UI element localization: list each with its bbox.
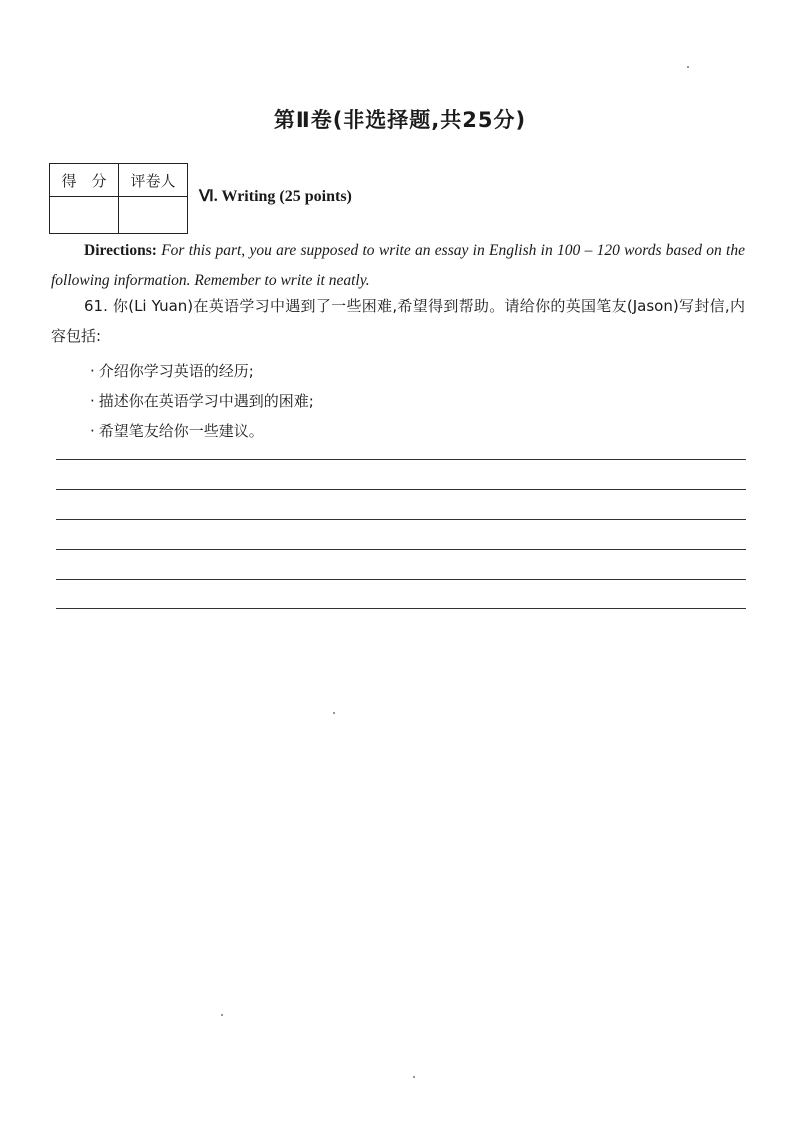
answer-line[interactable]: [56, 549, 746, 550]
section-numeral: Ⅵ.: [199, 188, 218, 205]
scan-speck: [221, 1014, 223, 1016]
answer-line[interactable]: [56, 608, 746, 609]
scan-speck: [333, 712, 335, 714]
directions: [51, 236, 745, 296]
requirement-item: · 希望笔友给你一些建议。: [90, 422, 264, 440]
requirement-item: · 介绍你学习英语的经历;: [90, 362, 254, 380]
answer-line[interactable]: [56, 579, 746, 580]
answer-line[interactable]: [56, 459, 746, 460]
scan-speck: [687, 66, 689, 68]
scan-speck: [413, 1076, 415, 1078]
section-points: (25 points): [279, 188, 352, 205]
answer-line[interactable]: [56, 519, 746, 520]
task-prompt: 61. 你(Li Yuan)在英语学习中遇到了一些困难,希望得到帮助。请给你的英国笔友(Jason)写封信,内容包括:: [51, 297, 745, 345]
score-cell[interactable]: [50, 197, 119, 234]
directions-label: Directions:: [84, 242, 157, 259]
directions-text: For this part, you are supposed to write an essay in English in 100 – 120 words based on the following information. Remember to write it neatly.: [51, 242, 745, 289]
score-header: 得 分: [50, 164, 119, 197]
page-title: 第Ⅱ卷(非选择题,共25分): [273, 108, 527, 132]
score-table: [49, 163, 188, 234]
requirement-list: [90, 356, 314, 446]
section-heading: [199, 186, 352, 206]
section-name: Writing: [221, 188, 276, 205]
grader-header: 评卷人: [119, 164, 188, 197]
grader-cell[interactable]: [119, 197, 188, 234]
answer-line[interactable]: [56, 489, 746, 490]
requirement-item: · 描述你在英语学习中遇到的困难;: [90, 392, 314, 410]
